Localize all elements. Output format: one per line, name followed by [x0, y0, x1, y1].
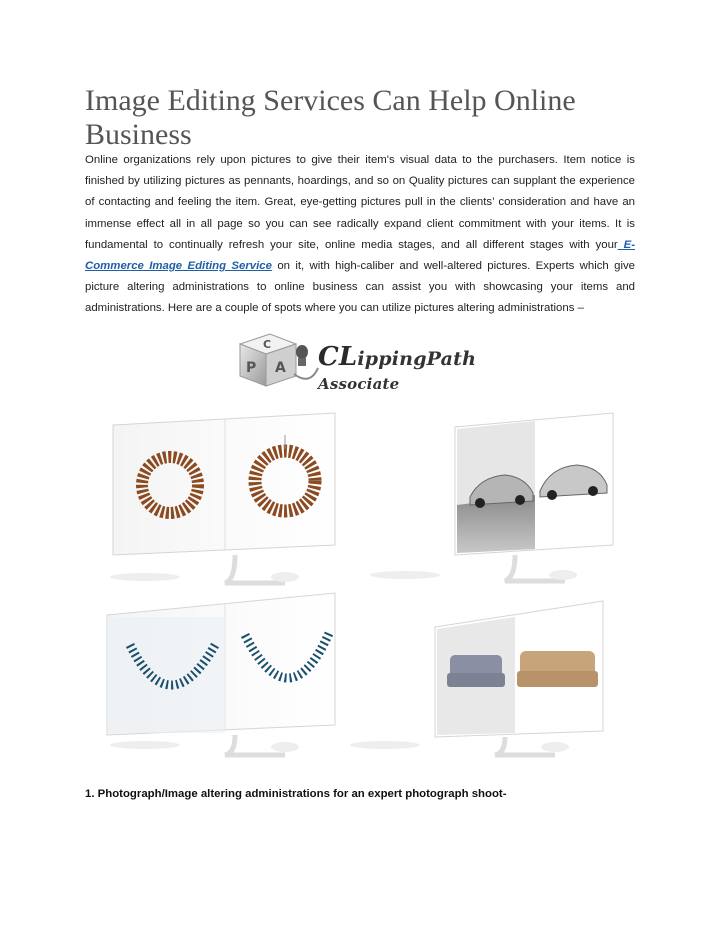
cube-letter-a: A	[275, 360, 286, 376]
paragraph-text-before-link: Online organizations rely upon pictures to give their item's visual data to the purchasers. Item notice is finished by utilizing pictures as pennants, hoardings, and so on Quality pictures can supplant the experience of contacting and feeling the item. Great, eye-getting pictures pull in the clients’ consideration and have an immense effect all in all page so you can see radically expand client commitment with your items. It is fundamental to continually refresh your site, online media stages, and all different stages with your	[85, 154, 635, 251]
paragraph-text-after-link: on it, with high-caliber and well-altered pictures. Experts which give picture altering administrations to online business can assist you with showcasing your items and administrations. Here are a couple of spots where you can utilize pictures altering administrations –	[85, 260, 636, 315]
clipping-path-associate-logo	[230, 328, 495, 393]
logo-wordmark: CLippingPath Associate	[318, 342, 477, 393]
article-title: Image Editing Services Can Help Online Business	[85, 84, 576, 151]
monitor-sofa-example	[350, 601, 603, 755]
monitor-car-example	[370, 413, 613, 581]
ecommerce-image-editing-link[interactable]: E-Commerce Image Editing Service	[85, 238, 636, 273]
step-1-heading: 1. Photograph/Image altering administrations for an expert photograph shoot-	[85, 788, 507, 800]
product-editing-examples-image	[85, 405, 633, 765]
cube-logo-icon	[230, 328, 320, 390]
monitor-necklace-example	[107, 593, 335, 755]
cube-letter-c: C	[263, 338, 272, 351]
cube-letter-p: P	[246, 360, 257, 376]
intro-paragraph	[85, 150, 635, 320]
monitor-wreath-example	[110, 413, 335, 583]
